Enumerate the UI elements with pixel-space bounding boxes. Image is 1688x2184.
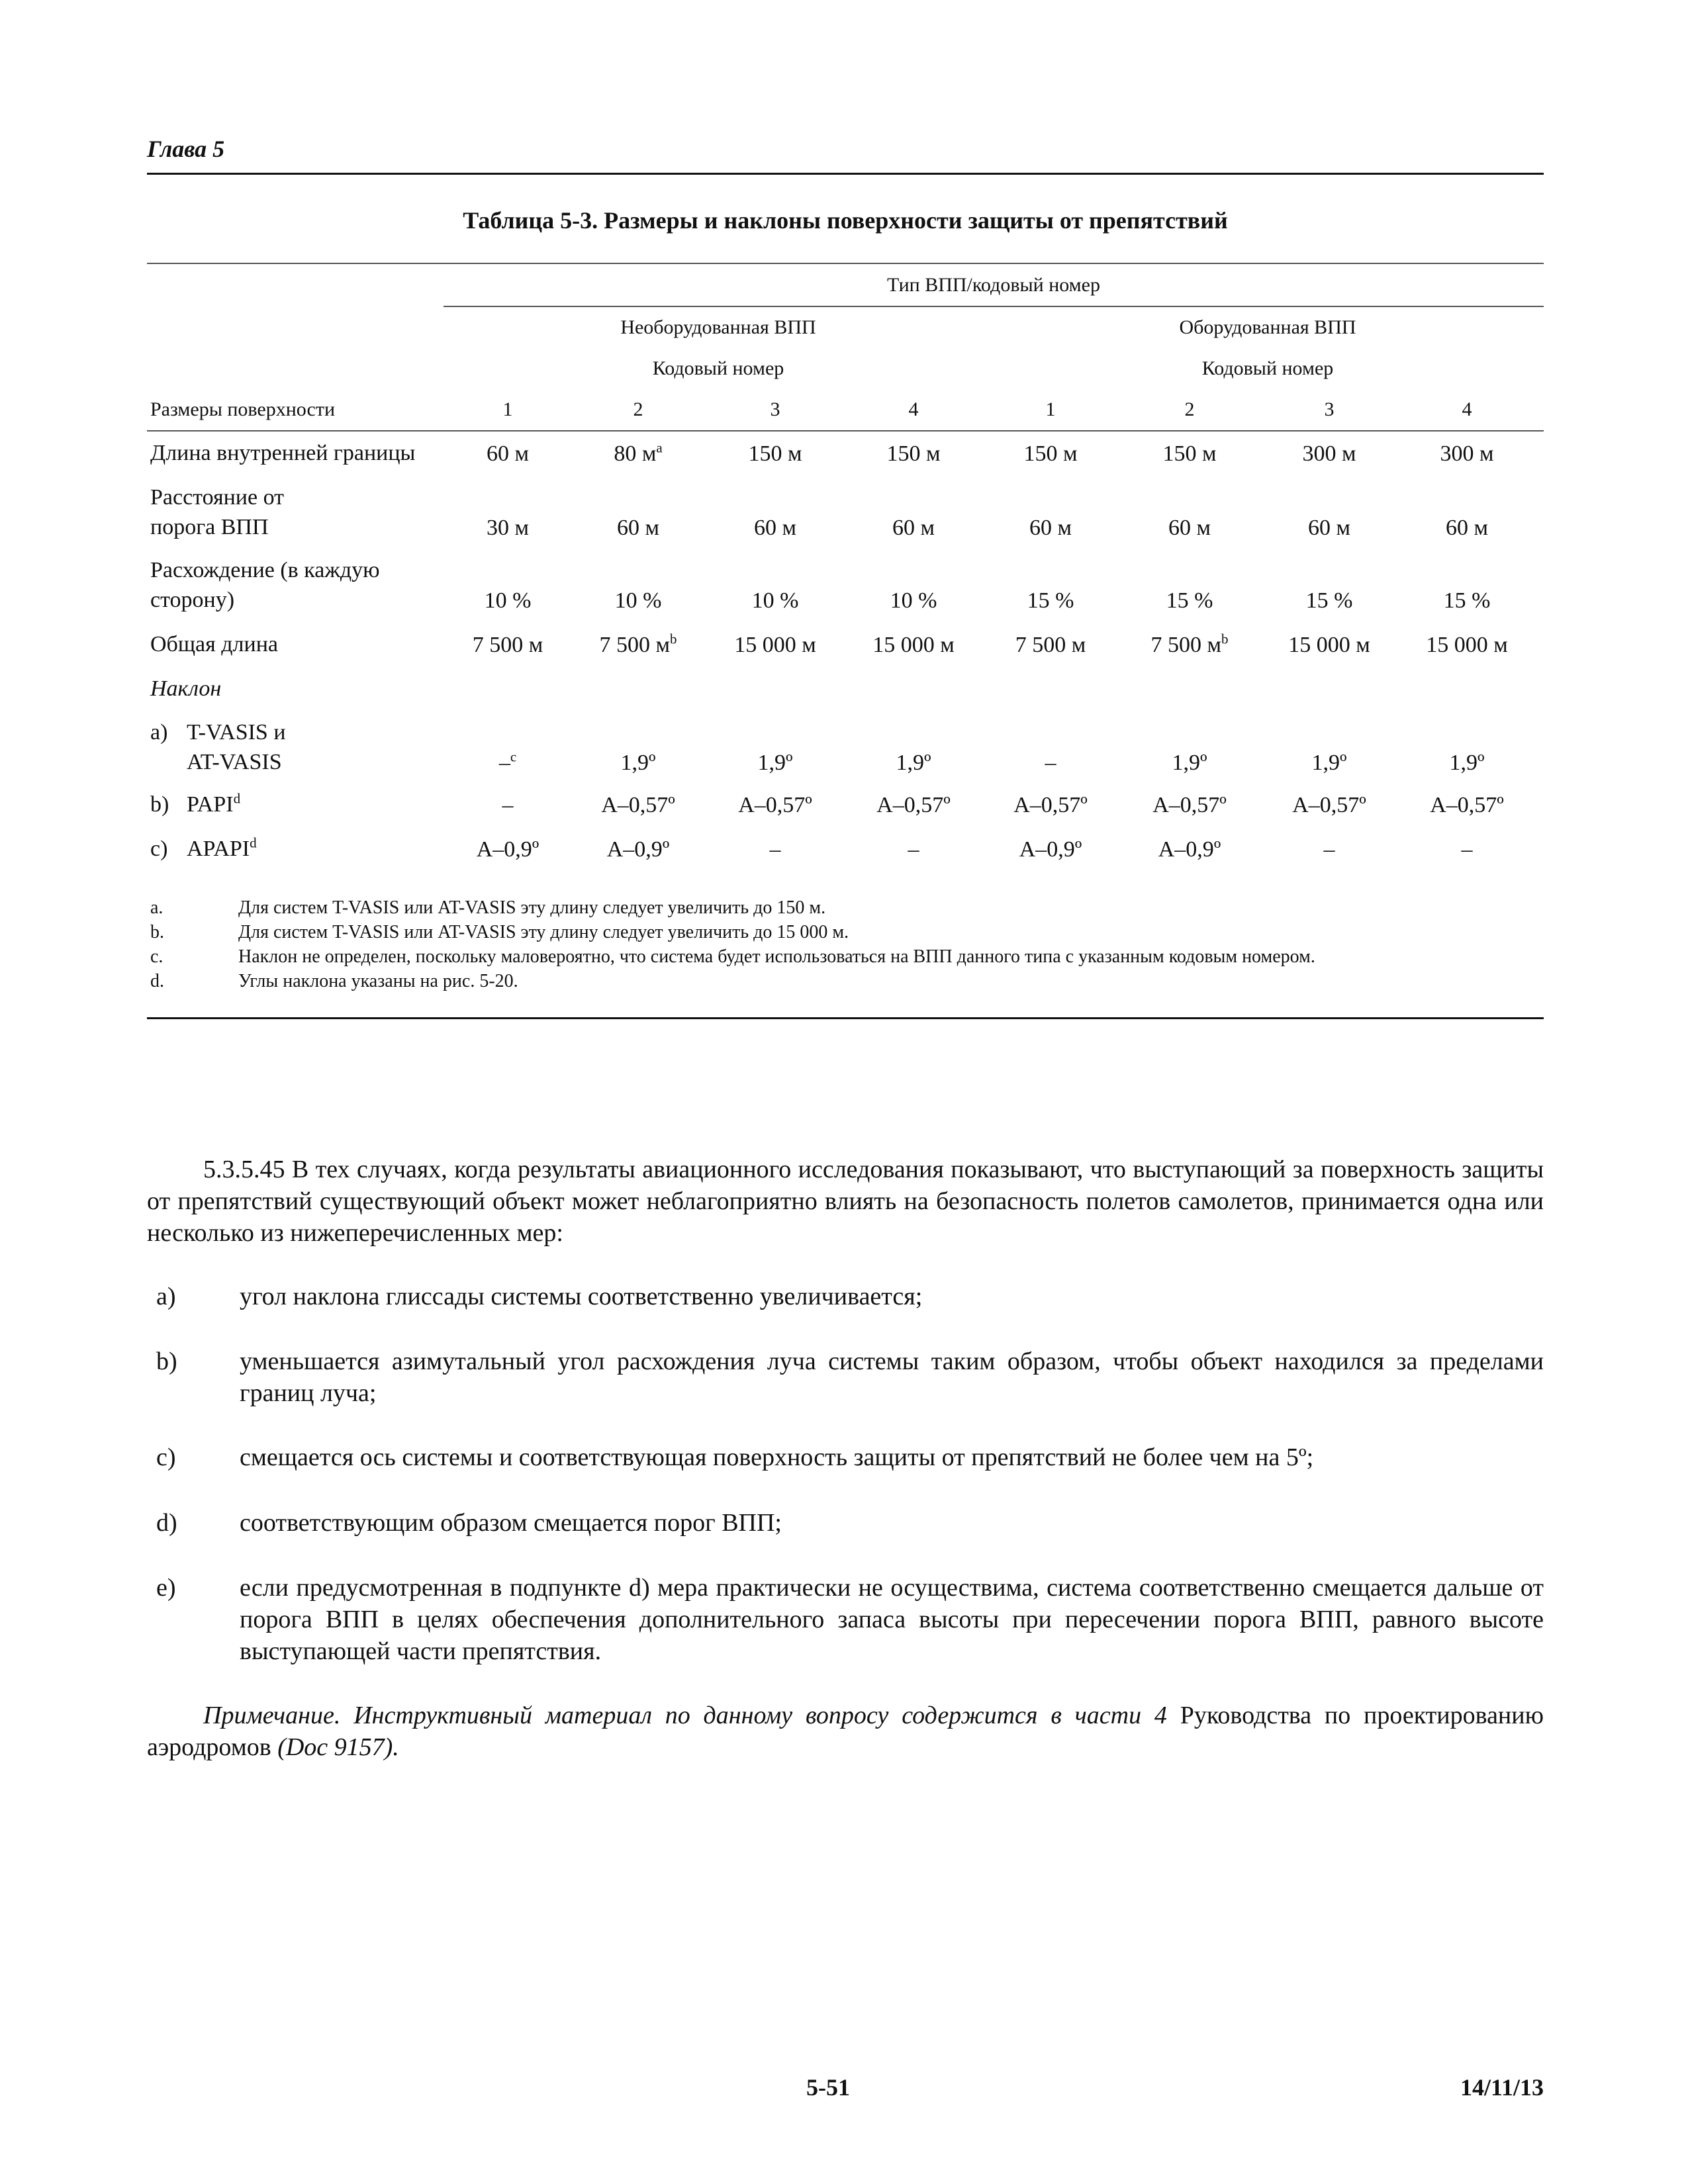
table-cell: –: [502, 793, 514, 817]
footnote: [0, 897, 1688, 921]
table-cell: –: [1323, 837, 1335, 862]
footnote-letter: b.: [150, 922, 164, 942]
code-col: 2: [1184, 398, 1195, 420]
group-equipped: Оборудованная ВПП: [1179, 316, 1356, 338]
table-cell: 80 $м^a$: [614, 439, 663, 466]
list-text: смещается ось системы и соответствующая поверхность защиты от препятствий не более чем на 5º;: [240, 1443, 1314, 1471]
row-label: T-VASIS и: [187, 720, 286, 745]
row-letter: c): [150, 837, 168, 861]
footnote: [0, 922, 1688, 946]
note-italic: Примечание. Инструктивный материал по данному вопросу содержится в части 4: [203, 1702, 1180, 1729]
table-cell: A–0,9º: [606, 837, 670, 862]
table-cell: 150 м: [1162, 441, 1217, 466]
table-cell: –: [769, 837, 781, 862]
table-cell: 15 %: [1027, 588, 1074, 613]
table-cell: –: [1461, 837, 1473, 862]
table-cell: 1,9º: [1172, 751, 1207, 775]
table-cell: 1,9º: [620, 751, 656, 775]
chapter-header: Глава 5: [147, 136, 225, 162]
table-cell: 60 м: [1168, 516, 1211, 540]
table-cell: –$^c$: [498, 749, 517, 775]
table-cell: 10 %: [751, 588, 799, 613]
list-text: если предусмотренная в подпункте d) мера практически не осуществима, система соответственно смещается дальше от порога ВПП в целях обеспечения дополнительного запаса высоты при пересечении порога ВПП, равного высоте выступающей части препятствия.: [240, 1574, 1544, 1665]
table-cell: 60 м: [892, 516, 935, 540]
table-cell: 15 000 м: [872, 633, 955, 657]
code-col: 3: [770, 398, 780, 420]
table-cell: 10 %: [890, 588, 937, 613]
table-cell: 7 500 $м^b$: [1150, 631, 1229, 657]
table-cell: 60 м: [753, 516, 796, 540]
table-cell: A–0,9º: [1019, 837, 1082, 862]
row-header: Размеры поверхности: [150, 398, 336, 420]
footnote: [0, 971, 1688, 995]
table-cell: A–0,57º: [876, 793, 951, 817]
code-col: 3: [1324, 398, 1335, 420]
table-cell: A–0,9º: [476, 837, 539, 862]
footnote: [0, 946, 1688, 970]
code-label-equipped: Кодовый номер: [1201, 357, 1334, 379]
table-cell: 10 %: [614, 588, 662, 613]
list-text: соответствующим образом смещается порог ВПП;: [240, 1509, 782, 1537]
list-text: угол наклона глиссады системы соответственно увеличивается;: [240, 1283, 923, 1310]
table-cell: A–0,57º: [601, 793, 675, 817]
table-cell: 15 %: [1305, 588, 1353, 613]
list-text: уменьшается азимутальный угол расхождения луча системы таким образом, чтобы объект находился за пределами границ луча;: [240, 1347, 1544, 1407]
header-bottom-rule: [147, 430, 1544, 432]
code-col: 2: [633, 398, 643, 420]
table-cell: 7 500 м: [1015, 633, 1086, 657]
super-header-rule: [444, 306, 1544, 307]
table-cell: A–0,57º: [738, 793, 812, 817]
table-cell: 15 000 м: [734, 633, 816, 657]
table-cell: 60 м: [1029, 516, 1072, 540]
row-label: сторону): [150, 588, 235, 612]
table-cell: 150 м: [748, 441, 802, 466]
list-letter: c): [156, 1443, 176, 1471]
row-letter: a): [150, 720, 168, 745]
table-cell: 150 м: [1023, 441, 1078, 466]
table-cell: 60 м: [616, 516, 659, 540]
row-label: APAPI$^d$: [187, 835, 257, 861]
table-cell: A–0,57º: [1292, 793, 1366, 817]
footnote-letter: c.: [150, 946, 164, 967]
header-rule: [147, 173, 1544, 175]
table-cell: –: [908, 837, 919, 862]
code-label-unequipped: Кодовый номер: [652, 357, 784, 379]
footnote-letter: d.: [150, 971, 164, 991]
code-col: 4: [908, 398, 919, 420]
table-title: Таблица 5-3. Размеры и наклоны поверхности защиты от препятствий: [463, 207, 1228, 234]
code-col: 1: [502, 398, 513, 420]
paragraph-5-3-5-45: 5.3.5.45 В тех случаях, когда результаты авиационного исследования показывают, что выступающий за поверхность защиты от препятствий существующий объект может неблагоприятно влиять на безопасность полетов самолетов, принимается одна или несколько из нижеперечисленных мер:: [147, 1156, 1544, 1247]
row-label: порога ВПП: [150, 515, 269, 539]
list-letter: a): [156, 1283, 176, 1310]
table-cell: 300 м: [1302, 441, 1356, 466]
table-cell: –: [1045, 751, 1056, 775]
table-cell: 1,9º: [757, 751, 793, 775]
super-header: Тип ВПП/кодовый номер: [887, 274, 1100, 296]
row-label: AT-VASIS: [187, 750, 282, 774]
note: [147, 1700, 1544, 1763]
table-cell: A–0,9º: [1158, 837, 1221, 862]
table-cell: 15 000 м: [1288, 633, 1370, 657]
table-cell: 15 000 м: [1426, 633, 1508, 657]
table-cell: A–0,57º: [1152, 793, 1227, 817]
table-cell: 1,9º: [1449, 751, 1485, 775]
table-cell: A–0,57º: [1430, 793, 1504, 817]
row-label: Расстояние от: [150, 485, 284, 510]
table-top-rule: [147, 263, 1544, 264]
table-cell: 15 %: [1443, 588, 1491, 613]
page-date: 14/11/13: [1460, 2074, 1544, 2101]
group-unequipped: Необорудованная ВПП: [620, 316, 816, 338]
row-label: Расхождение (в каждую: [150, 558, 380, 582]
row-label: Длина внутренней границы: [150, 441, 416, 465]
list-letter: d): [156, 1509, 177, 1537]
table-cell: 7 500 м: [472, 633, 543, 657]
table-cell: 30 м: [486, 516, 529, 540]
list-letter: b): [156, 1347, 177, 1375]
footnote-letter: a.: [150, 897, 164, 918]
footnote-text: Наклон не определен, поскольку маловероятно, что система будет использоваться на ВПП данного типа с указанным кодовым номером.: [238, 946, 1315, 967]
footnote-text: Углы наклона указаны на рис. 5-20.: [238, 971, 518, 991]
footnote-text: Для систем T-VASIS или AT-VASIS эту длину следует увеличить до 150 м.: [238, 897, 826, 918]
code-col: 4: [1462, 398, 1472, 420]
table-cell: 60 м: [1445, 516, 1488, 540]
table-cell: 1,9º: [1311, 751, 1347, 775]
slope-heading: Наклон: [150, 676, 222, 701]
note-doc-ref: (Doc 9157).: [271, 1733, 399, 1761]
note-doc-title: Руководства по проектированию аэродромов: [147, 1702, 1544, 1761]
row-label: PAPI$^d$: [187, 790, 241, 817]
table-cell: 150 м: [886, 441, 941, 466]
row-label: Общая длина: [150, 632, 279, 657]
table-cell: A–0,57º: [1013, 793, 1088, 817]
list-letter: e): [156, 1574, 176, 1602]
table-cell: 15 %: [1166, 588, 1213, 613]
table-cell: 10 %: [484, 588, 532, 613]
table-cell: 60 м: [1307, 516, 1350, 540]
table-cell: 60 м: [486, 441, 529, 466]
table-cell: 1,9º: [896, 751, 931, 775]
table-cell: 7 500 $м^b$: [599, 631, 677, 657]
row-letter: b): [150, 792, 169, 817]
page-number: 5-51: [806, 2074, 850, 2101]
table-bottom-rule: [147, 1017, 1544, 1019]
code-col: 1: [1045, 398, 1056, 420]
footnote-text: Для систем T-VASIS или AT-VASIS эту длину следует увеличить до 15 000 м.: [238, 922, 849, 942]
table-cell: 300 м: [1440, 441, 1494, 466]
